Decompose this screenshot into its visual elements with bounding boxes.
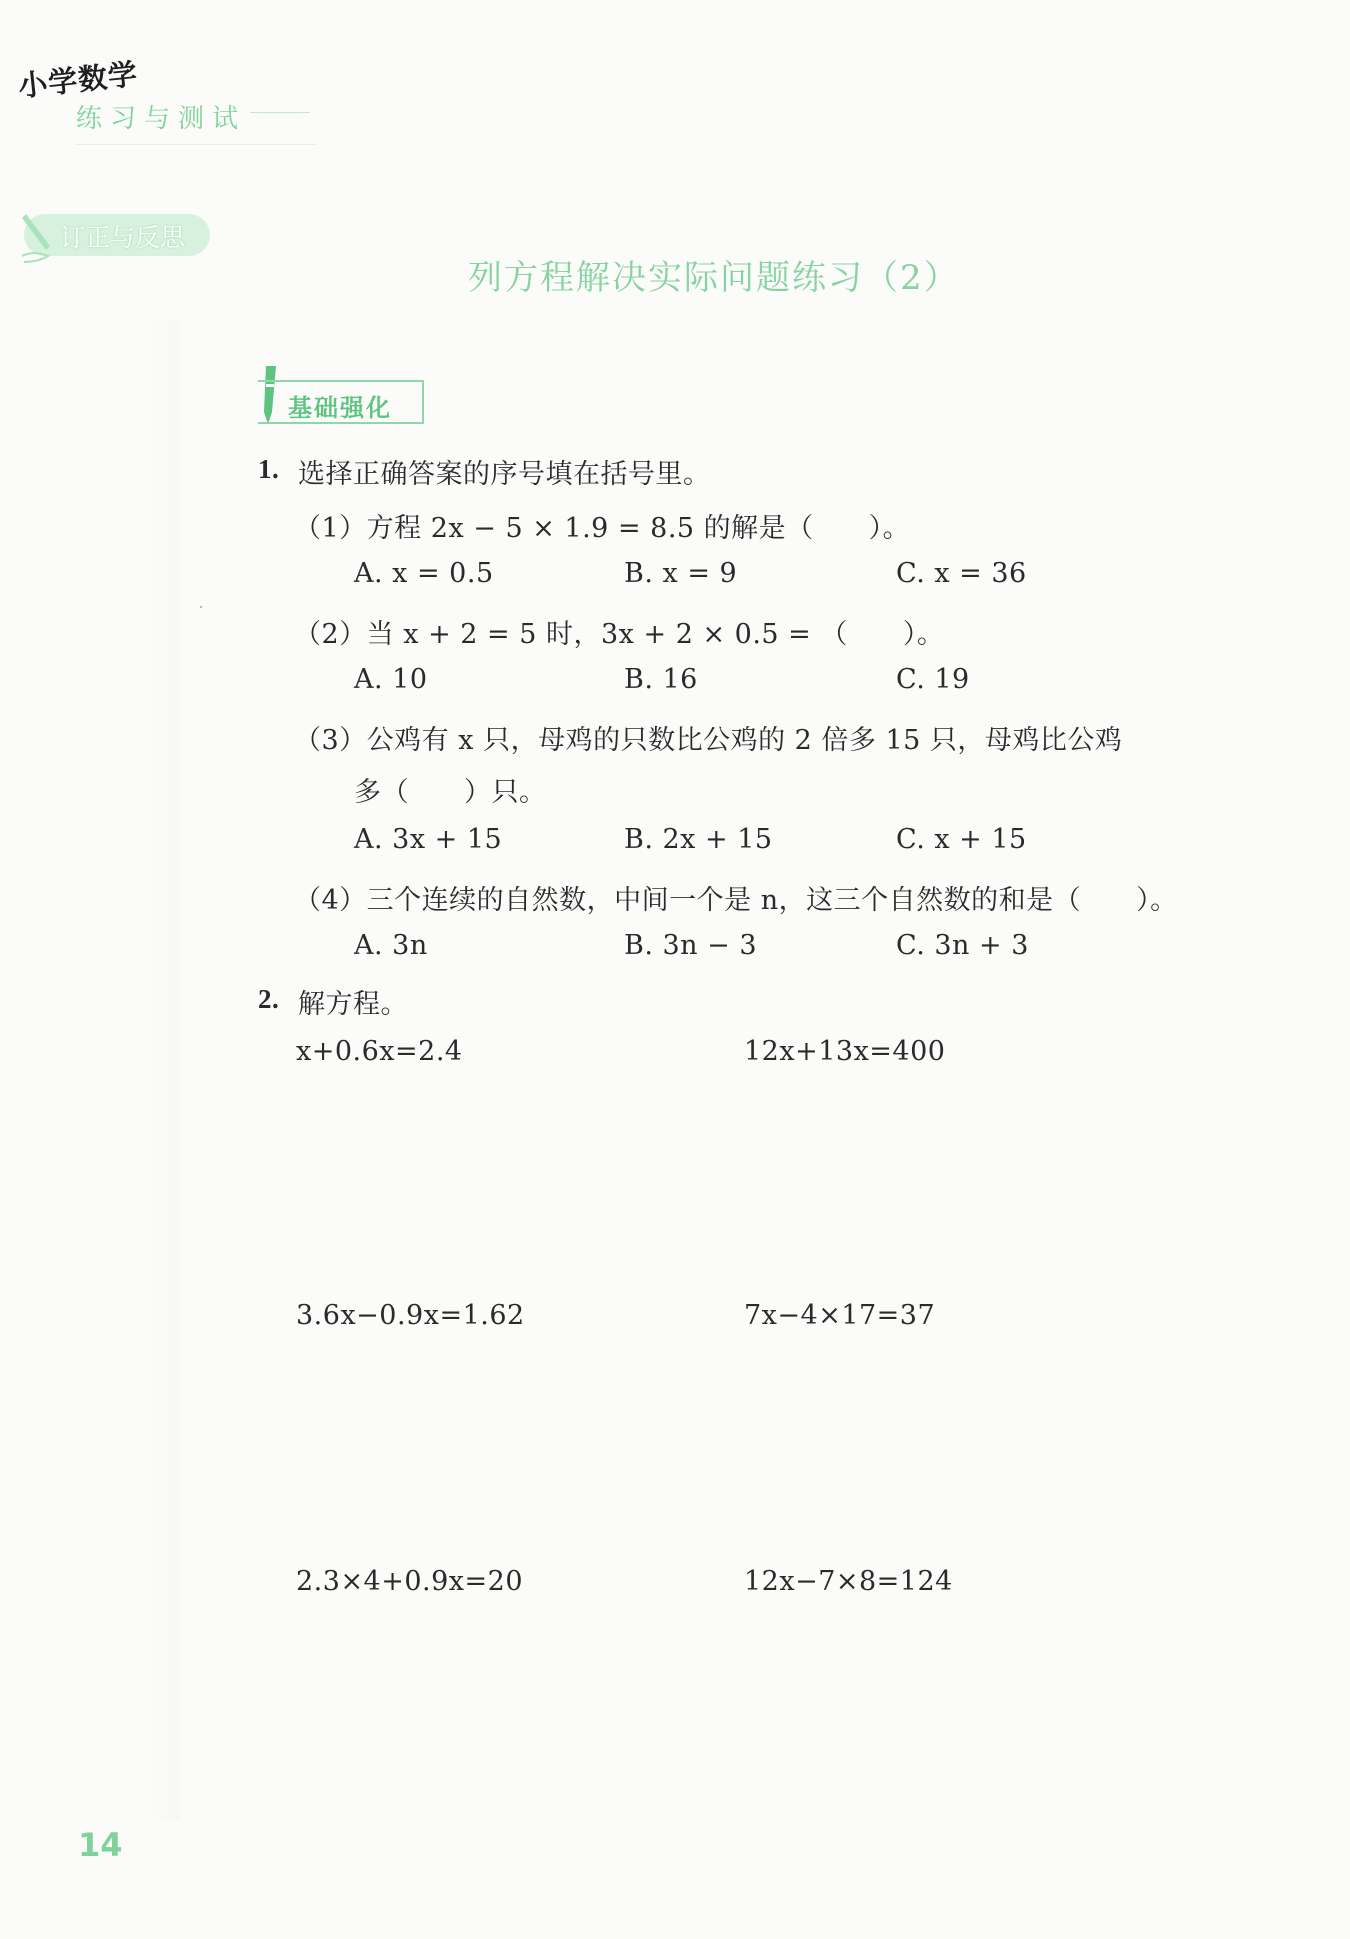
page-title-text: 列方程解决实际问题练习（2） bbox=[468, 258, 960, 298]
section-label: 基础强化 bbox=[288, 394, 392, 422]
series-subtitle: 练习与测试 bbox=[76, 104, 247, 134]
q1-item4-option-a: A. 3n bbox=[354, 930, 428, 961]
q1-item2-option-c: C. 19 bbox=[896, 664, 970, 695]
q1-item4-option-b: B. 3n − 3 bbox=[624, 930, 758, 961]
equation-5: 2.3×4+0.9x=20 bbox=[296, 1566, 524, 1597]
header-underline bbox=[76, 144, 316, 145]
q1-item2-text: （2）当 x + 2 = 5 时，3x + 2 × 0.5 = （ ）。 bbox=[294, 619, 945, 650]
q1-number: 1. bbox=[258, 454, 280, 484]
equation-6: 12x−7×8=124 bbox=[744, 1566, 953, 1597]
q2-number: 2. bbox=[258, 984, 280, 1014]
series-title: 小学数学 bbox=[16, 56, 140, 104]
equation-4: 7x−4×17=37 bbox=[744, 1300, 936, 1331]
q1-item1-text: （1）方程 2x − 5 × 1.9 = 8.5 的解是（ ）。 bbox=[294, 513, 911, 544]
review-label: 订正与反思 bbox=[60, 223, 186, 252]
equation-3: 3.6x−0.9x=1.62 bbox=[296, 1300, 525, 1331]
q1-item4-text: （4）三个连续的自然数，中间一个是 n，这三个自然数的和是（ ）。 bbox=[294, 885, 1178, 916]
q1-item3-text: （3）公鸡有 x 只，母鸡的只数比公鸡的 2 倍多 15 只，母鸡比公鸡 bbox=[294, 725, 1123, 756]
header-divider bbox=[250, 112, 310, 113]
q1-item1-option-b: B. x = 9 bbox=[624, 558, 738, 589]
scan-speck bbox=[200, 606, 202, 608]
margin-shade bbox=[150, 320, 180, 1820]
q1-prompt: 选择正确答案的序号填在括号里。 bbox=[298, 459, 711, 490]
q1-item4-option-c: C. 3n + 3 bbox=[896, 930, 1029, 961]
pencil-icon bbox=[20, 206, 60, 266]
q1-item2-option-a: A. 10 bbox=[354, 664, 428, 695]
q1-item1-option-c: C. x = 36 bbox=[896, 558, 1027, 589]
q1-item3-option-b: B. 2x + 15 bbox=[624, 824, 773, 855]
q1-item3-text-cont: 多（ ）只。 bbox=[354, 777, 547, 808]
equation-2: 12x+13x=400 bbox=[744, 1036, 946, 1067]
q1-item3-option-a: A. 3x + 15 bbox=[354, 824, 503, 855]
page-number: 14 bbox=[78, 1826, 123, 1864]
q1-item1-option-a: A. x = 0.5 bbox=[354, 558, 494, 589]
equation-1: x+0.6x=2.4 bbox=[296, 1036, 463, 1067]
q2-prompt: 解方程。 bbox=[298, 989, 408, 1020]
q1-item2-option-b: B. 16 bbox=[624, 664, 698, 695]
q1-item3-option-c: C. x + 15 bbox=[896, 824, 1027, 855]
